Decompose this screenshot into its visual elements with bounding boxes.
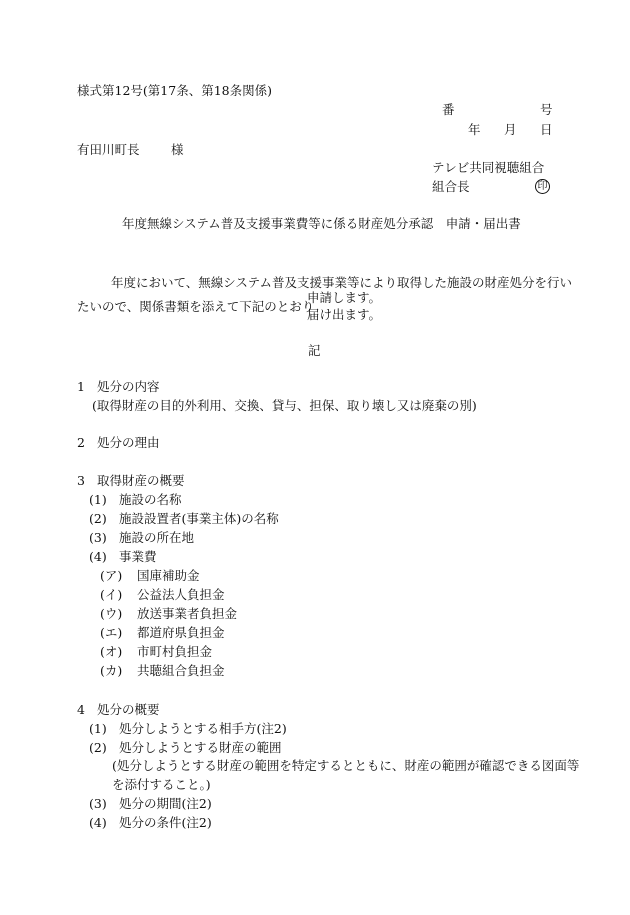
- applicant-org: テレビ共同視聴組合: [432, 160, 545, 175]
- s3-sub-6-num: (カ): [100, 663, 123, 678]
- addressee-name: 有田川町長: [77, 142, 140, 157]
- s3-sub-4-label: 都道府県負担金: [137, 625, 225, 640]
- s3-sub-4-num: (エ): [100, 625, 123, 640]
- s3-item-4-num: (4): [89, 549, 107, 564]
- section-2-number: 2: [77, 435, 85, 450]
- s4-note-line-1: (処分しようとする財産の範囲を特定するとともに、財産の範囲が確認できる図面等: [112, 758, 580, 773]
- section-1-number: 1: [77, 379, 85, 394]
- number-ban: 番: [442, 102, 455, 117]
- s4-item-2-label: 処分しようとする財産の範囲: [119, 740, 282, 755]
- s4-item-1-label: 処分しようとする相手方(注2): [119, 721, 287, 736]
- body-line-2: たいので、関係書類を添えて下記のとおり: [77, 299, 315, 314]
- section-3-number: 3: [77, 473, 85, 488]
- s3-item-1-label: 施設の名称: [119, 492, 182, 507]
- section-1-note: (取得財産の目的外利用、交換、貸与、担保、取り壊し又は廃棄の別): [92, 398, 477, 413]
- section-4-title: 処分の概要: [97, 702, 160, 717]
- s4-item-1-num: (1): [89, 721, 107, 736]
- body-line-1: 年度において、無線システム普及支援事業等により取得した施設の財産処分を行い: [111, 275, 573, 290]
- number-go: 号: [540, 102, 553, 117]
- option-notify: 届け出ます。: [307, 307, 382, 322]
- s3-item-1-num: (1): [89, 492, 107, 507]
- s3-sub-2-num: (イ): [100, 587, 123, 602]
- s4-item-2-num: (2): [89, 740, 107, 755]
- s3-sub-3-num: (ウ): [100, 606, 123, 621]
- s3-item-2-label: 施設設置者(事業主体)の名称: [119, 511, 279, 526]
- s3-item-4-label: 事業費: [119, 549, 157, 564]
- s4-item-4-label: 処分の条件(注2): [119, 815, 212, 830]
- section-2-title: 処分の理由: [97, 435, 160, 450]
- section-1-title: 処分の内容: [97, 379, 160, 394]
- s4-item-4-num: (4): [89, 815, 107, 830]
- s3-sub-1-label: 国庫補助金: [137, 568, 200, 583]
- s3-sub-1-num: (ア): [100, 568, 123, 583]
- applicant-title: 組合長: [432, 179, 470, 194]
- addressee-honorific: 様: [171, 142, 184, 157]
- form-label: 様式第12号(第17条、第18条関係): [77, 83, 272, 98]
- date-month: 月: [504, 122, 517, 137]
- s4-item-3-num: (3): [89, 796, 107, 811]
- applicant-seal: 印: [535, 179, 550, 194]
- s3-item-3-label: 施設の所在地: [119, 530, 195, 545]
- ki-heading: 記: [308, 343, 321, 358]
- s4-note-line-2: を添付すること。): [112, 777, 211, 792]
- section-4-number: 4: [77, 702, 85, 717]
- document-title: 年度無線システム普及支援事業費等に係る財産処分承認 申請・届出書: [122, 216, 521, 231]
- s3-sub-6-label: 共聴組合負担金: [137, 663, 225, 678]
- date-year: 年: [468, 122, 481, 137]
- date-day: 日: [540, 122, 553, 137]
- s3-sub-5-label: 市町村負担金: [137, 644, 213, 659]
- s3-sub-2-label: 公益法人負担金: [137, 587, 225, 602]
- s3-sub-3-label: 放送事業者負担金: [137, 606, 238, 621]
- s3-item-2-num: (2): [89, 511, 107, 526]
- section-3-title: 取得財産の概要: [97, 473, 185, 488]
- seal-mark: [535, 178, 550, 194]
- s4-item-3-label: 処分の期間(注2): [119, 796, 212, 811]
- s3-sub-5-num: (オ): [100, 644, 123, 659]
- s3-item-3-num: (3): [89, 530, 107, 545]
- option-apply: 申請します。: [307, 290, 382, 305]
